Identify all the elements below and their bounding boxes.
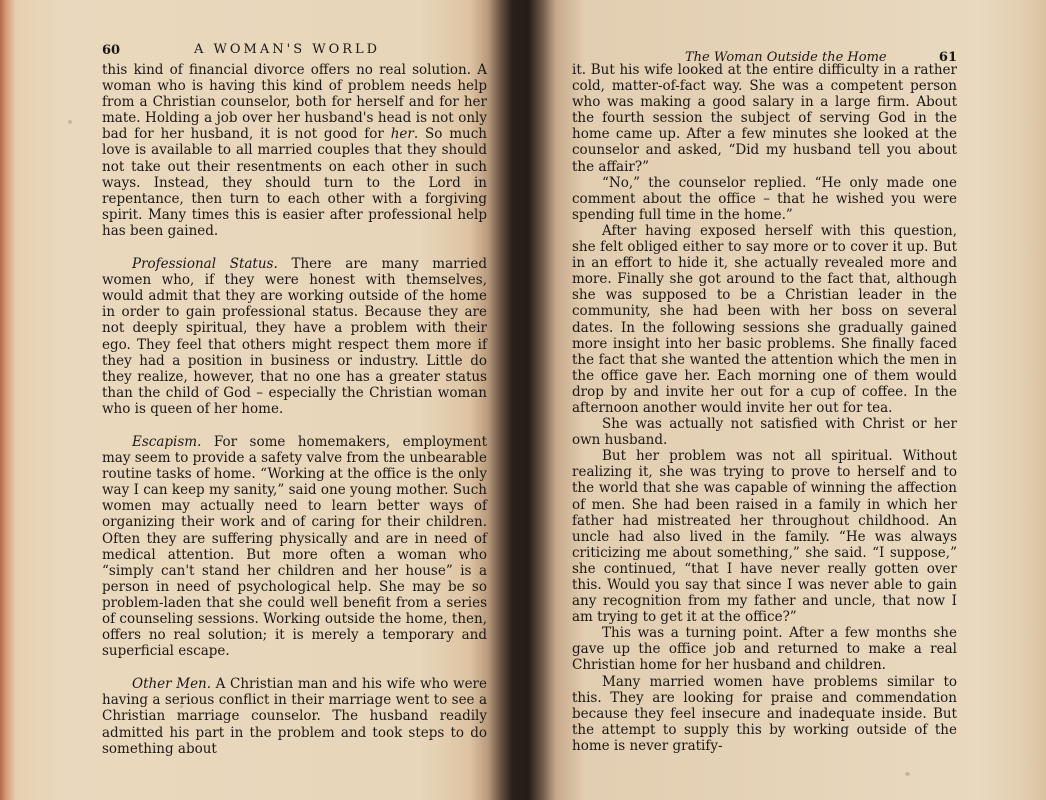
paragraph: This was a turning point. After a few months she gave up the office job and returned to make a real Christian home for her husband and children. [572, 625, 957, 674]
paragraph: “No,” the counselor replied. “He only made one comment about the office – that he wished you were spending full time in the home.” [572, 174, 957, 223]
right-page [572, 40, 957, 754]
section-professional-status: Professional Status. There are many married women who, if they were honest with themselves, would admit that they are working outside of the home in order to gain professional status. Because they are not deeply spiritual, they have a problem with their ego. They feel that others might respect them more if they had a position in business or industry. Little do they realize, however, that no one has a greater status than the child of God – especially the Christian woman who is queen of her home. [102, 256, 487, 417]
section-heading: Other Men. [132, 676, 212, 693]
paper-speck [905, 772, 910, 776]
paragraph: it. But his wife looked at the entire difficulty in a rather cold, matter-of-fact way. She was a competent person who was making a good salary in a large firm. About the fourth session the subject of serving God in the home came up. After a few minutes she looked at the counselor and asked, “Did my husband tell you about the affair?” [572, 62, 957, 175]
paragraph: After having exposed herself with this question, she felt obliged either to say more or to cover it up. But in an effort to hide it, she actually revealed more and more. Finally she got around to the fact that, although she was supposed to be a Christian leader in the community, she had been with her boss on several dates. In the following sessions she gradually gained more insight into her basic problems. She finally faced the fact that she wanted the attention which the men in the office gave her. Each morning one of them would drop by and invite her out for a cup of coffee. In the afternoon another would invite her out for tea. [572, 222, 957, 416]
left-page [102, 40, 487, 757]
running-head: A WOMAN'S WORLD [194, 42, 381, 57]
left-page-header [102, 40, 487, 62]
page-number: 60 [102, 43, 121, 58]
section-escapism: Escapism. For some homemakers, employment may seem to provide a safety valve from the unbearable routine tasks of home. “Working at the office is the only way I can keep my sanity,” said one young mother. Such women may actually need to learn better ways of organizing their work and of caring for their children. Often they are suffering physically and are in need of medical attention. But more often a woman who “simply can't stand her children and her house” is a person in need of psychological help. She may be so problem-laden that she could well benefit from a series of counseling sessions. Working outside the home, then, offers no real solution; it is merely a temporary and superficial escape. [102, 433, 487, 660]
section-other-men: Other Men. A Christian man and his wife who were having a serious conflict in their marriage went to see a Christian marriage counselor. The husband readily admitted his part in the problem and took steps to do something about [102, 676, 487, 757]
running-head: The Woman Outside the Home [685, 50, 887, 65]
paragraph: But her problem was not all spiritual. Without realizing it, she was trying to prove to herself and to the world that she was capable of winning the affection of men. She had been raised in a family in which her father had mistreated her throughout childhood. An uncle had also lived in the family. “He was always criticizing me about something,” she said. “I suppose,” she continued, “that I have never really gotten over this. Would you say that since I was never able to gain any recognition from my father and uncle, that now I am trying to get it at the office?” [572, 448, 957, 626]
paragraph: Many married women have problems similar to this. They are looking for praise and commendation because they feel insecure and inadequate inside. But the attempt to supply this by working outside of the home is never gratify- [572, 673, 957, 754]
right-page-header [572, 40, 957, 65]
paper-speck [68, 120, 72, 124]
page-number: 61 [938, 50, 957, 65]
paragraph: She was actually not satisfied with Christ or her own husband. [572, 416, 957, 449]
paragraph: this kind of financial divorce offers no real solution. A woman who is having this kind of problem needs help from a Christian counselor, both for herself and for her mate. Holding a job over her husband's head is not only bad for her husband, it is not good for her. So much love is available to all married couples that they should not take out their resentments on each other in such ways. Instead, they should turn to the Lord in repentance, then turn to each other with a forgiving spirit. Many times this is easier after professional help has been gained. [102, 62, 487, 239]
section-heading: Escapism. [132, 433, 202, 450]
section-heading: Professional Status. [132, 256, 278, 273]
